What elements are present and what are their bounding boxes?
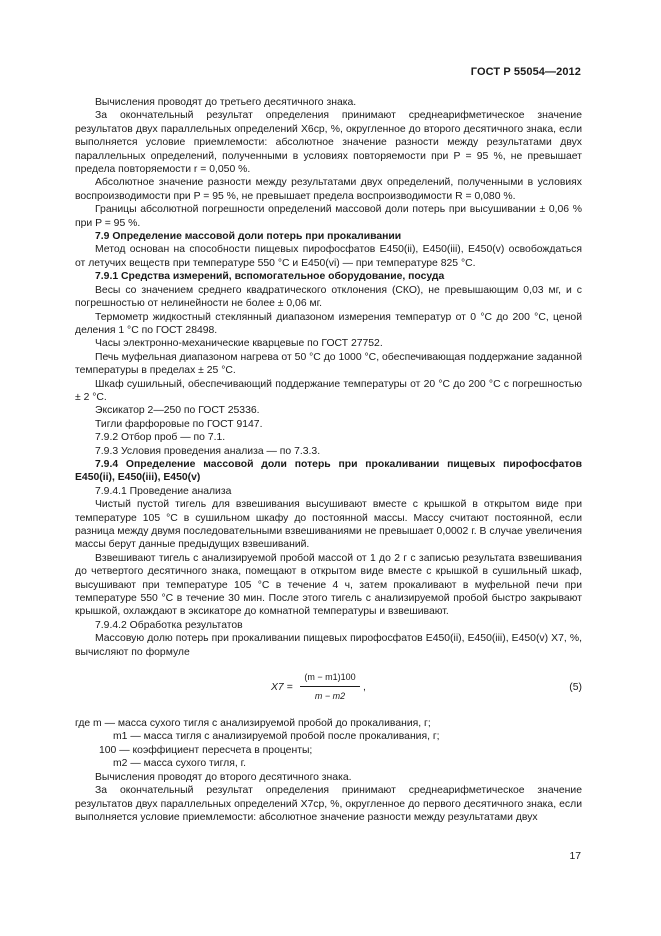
section-heading: 7.9 Определение массовой доли потерь при прокаливании	[95, 231, 402, 243]
paragraph: Тигли фарфоровые по ГОСТ 9147.	[95, 418, 263, 430]
paragraph: 7.9.3 Условия проведения анализа — по 7.3.3.	[95, 445, 321, 457]
paragraph: 7.9.4.2 Обработка результатов	[95, 619, 243, 631]
paragraph: За окончательный результат определения принимают среднеарифметическое значение результатов двух параллельных определений X6ср, %, округленное до второго десятичного знака, если выполняется условие приемлемости: абсолютное значение разности между результатами двух параллельных определений, полученными в условиях повторяемости при P = 95 %, не превышает предела повторяемости r = 0,050 %.	[75, 110, 582, 176]
formula-lhs: X7 =	[271, 682, 293, 694]
definition-item: где m — масса сухого тигля с анализируемой пробой до прокаливания, г;	[75, 718, 431, 730]
paragraph: Массовую долю потерь при прокаливании пищевых пирофосфатов Е450(ii), Е450(iii), Е450(v) X7, %, вычисляют по формуле	[75, 633, 582, 658]
formula-number: (5)	[569, 682, 582, 694]
paragraph: Метод основан на способности пищевых пирофосфатов Е450(ii), Е450(iii), Е450(v) освобождаться от летучих веществ при температуре 550 °С и Е450(vi) — при температуре 825 °С.	[75, 244, 582, 269]
definition-item: m2 — масса сухого тигля, г.	[113, 758, 247, 770]
definition-item: 100 — коэффициент пересчета в проценты;	[99, 744, 313, 756]
section-heading: 7.9.4 Определение массовой доли потерь при прокаливании пищевых пирофосфатов Е450(ii), Е450(iii), Е450(v)	[75, 458, 582, 484]
paragraph: Вычисления проводят до второго десятичного знака.	[95, 771, 352, 783]
paragraph: Вычисления проводят до третьего десятичного знака.	[95, 97, 357, 108]
formula-numerator: (m − m1)100	[300, 671, 360, 687]
paragraph: За окончательный результат определения принимают среднеарифметическое значение результатов двух параллельных определений X7ср, %, округленное до первого десятичного знака, если выполняется условие приемлемости: абсолютное значение разности между результатами двух	[75, 785, 582, 823]
paragraph: Печь муфельная диапазоном нагрева от 50 °С до 1000 °С, обеспечивающая поддержание заданной температуры в пределах ± 25 °С.	[75, 351, 582, 377]
paragraph: Взвешивают тигель с анализируемой пробой массой от 1 до 2 г с записью результата взвешивания до четвертого десятичного знака, помещают в открытом виде вместе с крышкой в сушильный шкаф, высушивают при температуре 105 °С в течение 4 ч, затем прокаливают в муфельной печи при температуре 550 °С в течение 30 мин. После этого тигель с анализируемой пробой быстро закрывают крышкой, охлаждают в эксикаторе до комнатной температуры и взвешивают.	[75, 552, 582, 618]
page-number: 17	[569, 851, 581, 862]
formula-denominator: m − m2	[314, 691, 346, 702]
formula-definitions	[75, 717, 582, 771]
paragraph: Весы со значением среднего квадратического отклонения (СКО), не превышающим 0,03 мг, и с погрешностью от нелинейности не более ± 0,06 мг.	[75, 284, 582, 310]
paragraph: 7.9.4.1 Проведение анализа	[95, 485, 232, 497]
paragraph: Шкаф сушильный, обеспечивающий поддержание температуры от 20 °С до 200 °С с погрешностью ± 2 °С.	[75, 378, 582, 403]
page-body	[75, 96, 582, 824]
paragraph: Часы электронно-механические кварцевые по ГОСТ 27752.	[95, 338, 383, 350]
paragraph: Чистый пустой тигель для взвешивания высушивают вместе с крышкой в открытом виде при температуре 105 °С в сушильном шкафу до постоянной массы. Массу считают постоянной, если разница между двумя последовательными взвешиваниями не превышает 0,0002 г. В случае увеличения массы берут данные предыдущих взвешиваний.	[75, 499, 582, 551]
paragraph: Границы абсолютной погрешности определений массовой доли потерь при высушивании ± 0,06 % при P = 95 %.	[75, 204, 582, 229]
formula-5	[75, 667, 582, 711]
definition-item: m1 — масса тигля с анализируемой пробой после прокаливания, г;	[113, 731, 440, 743]
paragraph: Эксикатор 2—250 по ГОСТ 25336.	[95, 405, 260, 417]
paragraph: Термометр жидкостный стеклянный диапазоном измерения температур от 0 °С до 200 °С, ценой деления 1 °С по ГОСТ 28498.	[75, 311, 582, 336]
formula-fraction	[300, 671, 360, 704]
formula-punct: ,	[363, 682, 366, 694]
section-heading: 7.9.1 Средства измерений, вспомогательное оборудование, посуда	[95, 271, 445, 283]
paragraph: 7.9.2 Отбор проб — по 7.1.	[95, 432, 226, 444]
standard-header: ГОСТ Р 55054—2012	[470, 66, 581, 78]
paragraph: Абсолютное значение разности между результатами двух определений, полученными в условиях воспроизводимости при P = 95 %, не превышает предела воспроизводимости R = 0,080 %.	[75, 177, 582, 202]
